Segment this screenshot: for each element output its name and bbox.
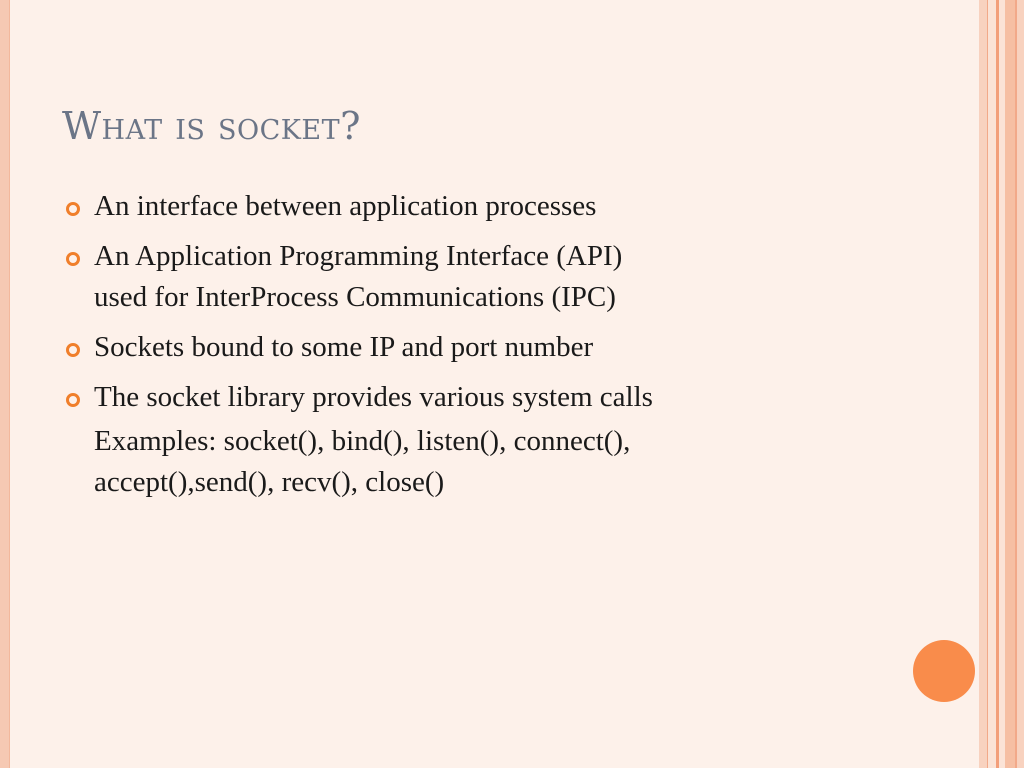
left-border-line bbox=[9, 0, 10, 768]
examples-text bbox=[62, 421, 842, 503]
bullet-item bbox=[62, 377, 842, 418]
slide-title: What is socket? bbox=[62, 104, 362, 148]
bullet-text: The socket library provides various system calls bbox=[94, 381, 653, 413]
bullet-circle-icon bbox=[66, 252, 80, 266]
bullet-item bbox=[62, 327, 842, 368]
bullet-item bbox=[62, 236, 842, 318]
right-border-stripes bbox=[979, 0, 1024, 768]
examples-line-1: Examples: socket(), bind(), listen(), connect(), bbox=[94, 425, 631, 457]
bullet-item bbox=[62, 186, 842, 227]
bullet-circle-icon bbox=[66, 202, 80, 216]
bullet-text: An Application Programming Interface (API) bbox=[94, 240, 623, 272]
bullet-list bbox=[62, 186, 842, 503]
bullet-circle-icon bbox=[66, 393, 80, 407]
left-border bbox=[0, 0, 9, 768]
bullet-circle-icon bbox=[66, 343, 80, 357]
bullet-text: Sockets bound to some IP and port number bbox=[94, 331, 594, 363]
examples-line-2: accept(),send(), recv(), close() bbox=[94, 466, 445, 498]
bullet-text-continued: used for InterProcess Communications (IPC) bbox=[94, 281, 616, 313]
decorative-circle bbox=[913, 640, 975, 702]
bullet-text: An interface between application processes bbox=[94, 190, 597, 222]
